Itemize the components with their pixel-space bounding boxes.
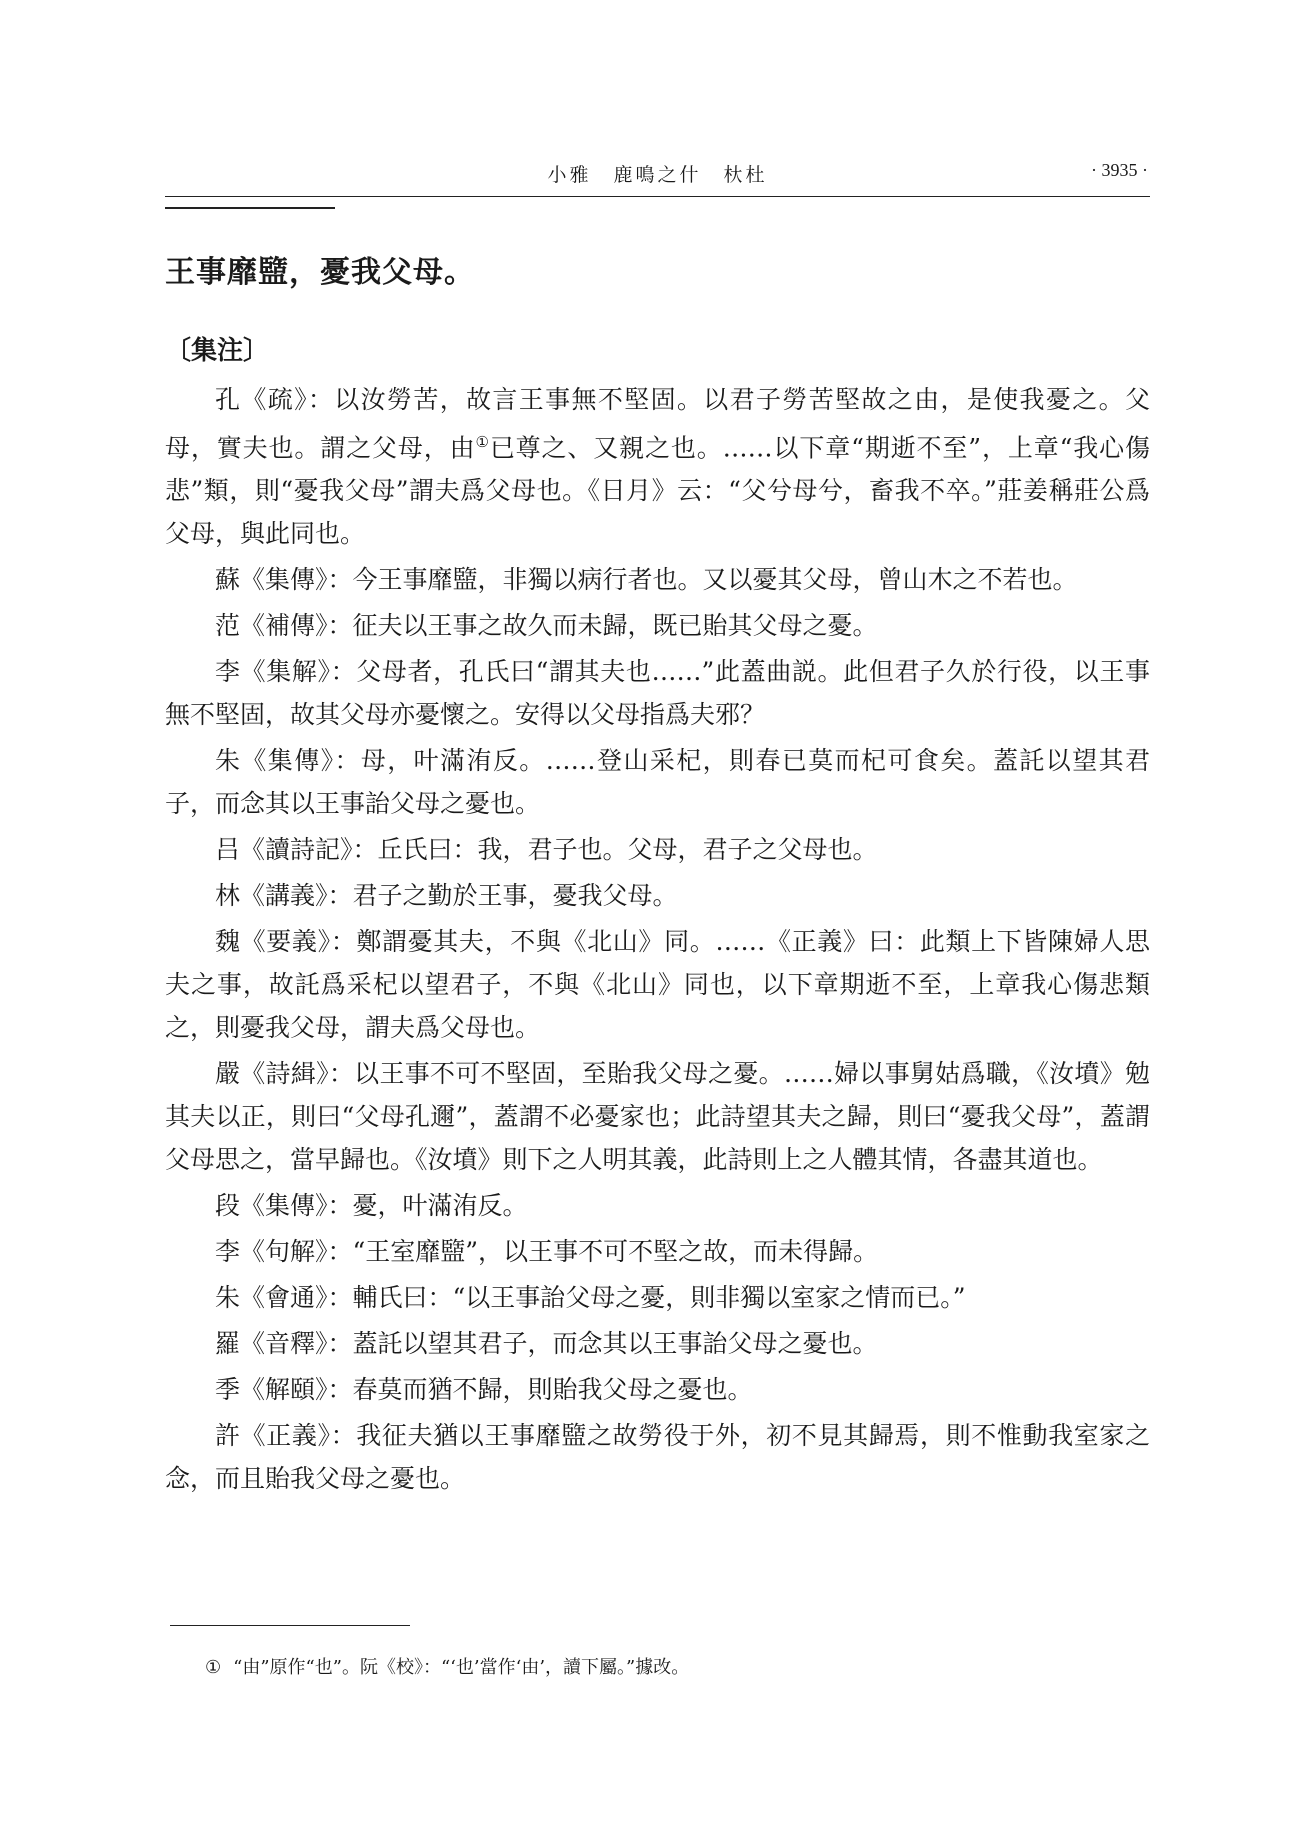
commentary-paragraph: 李《集解》：父母者，孔氏曰“謂其夫也……”此蓋曲説。此但君子久於行役，以王事無不堅固，故其父母亦憂懷之。安得以父母指爲夫邪？ — [165, 657, 1150, 730]
commentary-paragraph: 許《正義》：我征夫猶以王事靡盬之故勞役于外，初不見其歸焉，則不惟動我室家之念，而且貽我父母之憂也。 — [165, 1421, 1150, 1494]
paragraph-text: 已尊之、又親之也。……以下章“期逝不至”，上章“我心傷悲”類，則“憂我父母”謂夫爲父母也。《日月》云：“父兮母兮，畜我不卒。”莊姜稱莊公爲父母，與此同也。 — [165, 433, 1150, 549]
header-rule — [165, 196, 1150, 197]
footnote — [205, 1655, 1135, 1681]
commentary-body — [165, 378, 1150, 1503]
commentary-paragraph: 嚴《詩緝》：以王事不可不堅固，至貽我父母之憂。……婦以事舅姑爲職，《汝墳》勉其夫以正，則曰“父母孔邇”，蓋謂不必憂家也；此詩望其夫之歸，則曰“憂我父母”，蓋謂父母思之，當早歸也。《汝墳》則下之人明其義，此詩則上之人體其情，各盡其道也。 — [165, 1059, 1150, 1175]
commentary-paragraph: 蘇《集傳》：今王事靡盬，非獨以病行者也。又以憂其父母，曾山木之不若也。 — [215, 565, 1078, 595]
header-rule-accent — [165, 207, 335, 209]
commentary-paragraph: 朱《集傳》：母，叶滿洧反。……登山采杞，則春已莫而杞可食矣。蓋託以望其君子，而念其以王事詒父母之憂也。 — [165, 746, 1150, 819]
running-header — [165, 160, 1150, 200]
commentary-paragraph — [165, 378, 1150, 555]
commentary-paragraph: 林《講義》：君子之勤於王事，憂我父母。 — [215, 881, 678, 911]
verse-line: 王事靡盬，憂我父母。 — [165, 255, 475, 290]
commentary-paragraph: 朱《會通》：輔氏曰：“以王事詒父母之憂，則非獨以室家之情而已。” — [215, 1283, 966, 1313]
commentary-paragraph: 段《集傳》：憂，叶滿洧反。 — [215, 1191, 528, 1221]
running-title: 小雅 鹿鳴之什 杕杜 — [547, 164, 768, 186]
commentary-paragraph: 魏《要義》：鄭謂憂其夫，不與《北山》同。……《正義》曰：此類上下皆陳婦人思夫之事，故託爲采杞以望君子，不與《北山》同也，以下章期逝不至，上章我心傷悲類之，則憂我父母，謂夫爲父母也。 — [165, 927, 1150, 1043]
footnote-rule — [170, 1625, 410, 1626]
commentary-paragraph: 范《補傳》：征夫以王事之故久而未歸，既已貽其父母之憂。 — [215, 611, 878, 641]
commentary-paragraph: 羅《音釋》：蓋託以望其君子，而念其以王事詒父母之憂也。 — [215, 1329, 878, 1359]
footnote-text: “由”原作“也”。阮《校》：“‘也’當作‘由’，讀下屬。”據改。 — [233, 1657, 690, 1678]
commentary-paragraph: 吕《讀詩記》：丘氏曰：我，君子也。父母，君子之父母也。 — [215, 835, 878, 865]
page-number: · 3935 · — [1091, 160, 1148, 180]
paragraph-text: 孔《疏》：以汝勞苦，故言王事無不堅固。以君子勞苦堅故之由，是使我憂之。父母，實夫也。謂之父母，由 — [165, 385, 1150, 463]
commentary-paragraph: 季《解頤》：春莫而猶不歸，則貽我父母之憂也。 — [215, 1375, 753, 1405]
section-title: 〔集注〕 — [165, 336, 270, 366]
footnote-mark: ① — [205, 1657, 222, 1678]
commentary-paragraph: 李《句解》：“王室靡盬”，以王事不可不堅之故，而未得歸。 — [215, 1237, 879, 1267]
footnote-reference[interactable]: ① — [475, 433, 490, 451]
